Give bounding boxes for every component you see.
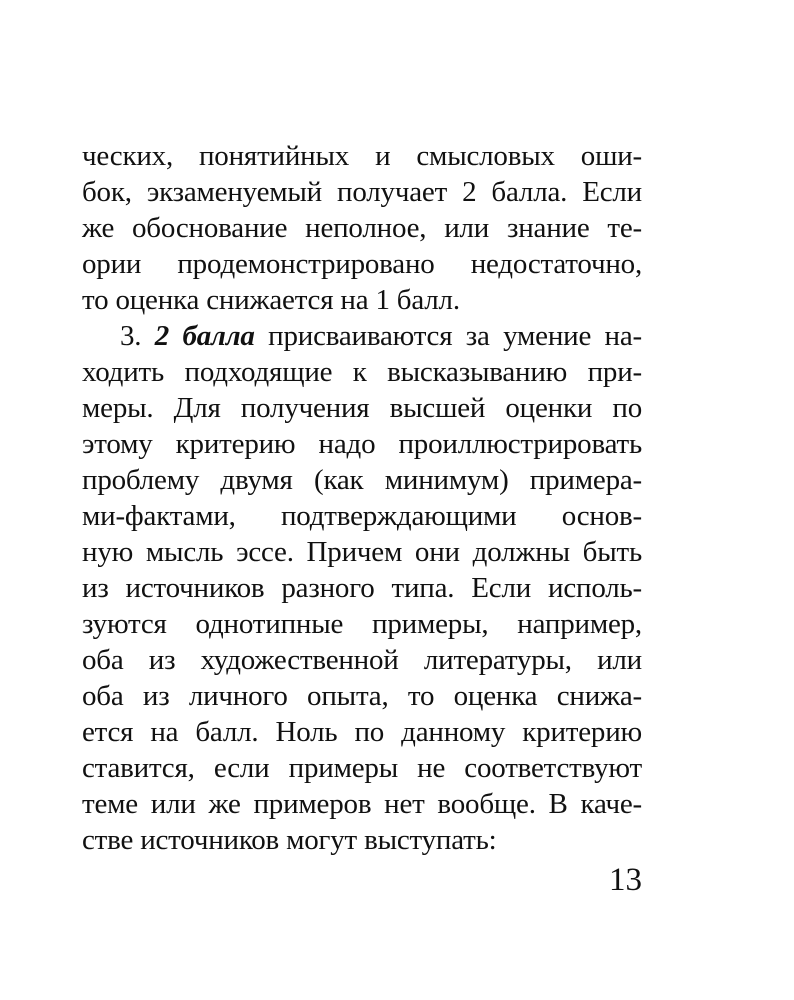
text-line: ется на балл. Ноль по данному критерию — [82, 716, 642, 748]
text-line: этому критерию надо проиллюстрировать — [82, 428, 642, 460]
emphasis-score: 2 балла — [154, 320, 255, 352]
text-line: ставится, если примеры не соответствуют — [82, 752, 642, 784]
text-line: стве источников могут выступать: — [82, 824, 497, 856]
list-number: 3. — [120, 320, 142, 352]
body-text — [82, 138, 642, 858]
text-line: же обоснование неполное, или знание те- — [82, 212, 642, 244]
text-line: ческих, понятийных и смысловых оши- — [82, 140, 642, 172]
text-line: меры. Для получения высшей оценки по — [82, 392, 642, 424]
paragraph-first-line — [82, 318, 642, 354]
page-number: 13 — [609, 862, 642, 898]
text-line: ную мысль эссе. Причем они должны быть — [82, 536, 642, 568]
first-line-rest: присваиваются за умение на- — [268, 320, 642, 352]
text-line: из источников разного типа. Если исполь- — [82, 572, 642, 604]
text-line: оба из художественной литературы, или — [82, 644, 642, 676]
text-line: проблему двумя (как минимум) примера- — [82, 464, 642, 496]
text-line: зуются однотипные примеры, например, — [82, 608, 642, 640]
text-line: оба из личного опыта, то оценка снижа- — [82, 680, 642, 712]
text-line: ми-фактами, подтверждающими основ- — [82, 500, 642, 532]
text-line: ории продемонстрировано недостаточно, — [82, 248, 642, 280]
text-line: то оценка снижается на 1 балл. — [82, 284, 460, 316]
text-line: теме или же примеров нет вообще. В каче- — [82, 788, 642, 820]
text-line: ходить подходящие к высказыванию при- — [82, 356, 642, 388]
text-line: бок, экзаменуемый получает 2 балла. Если — [82, 176, 642, 208]
